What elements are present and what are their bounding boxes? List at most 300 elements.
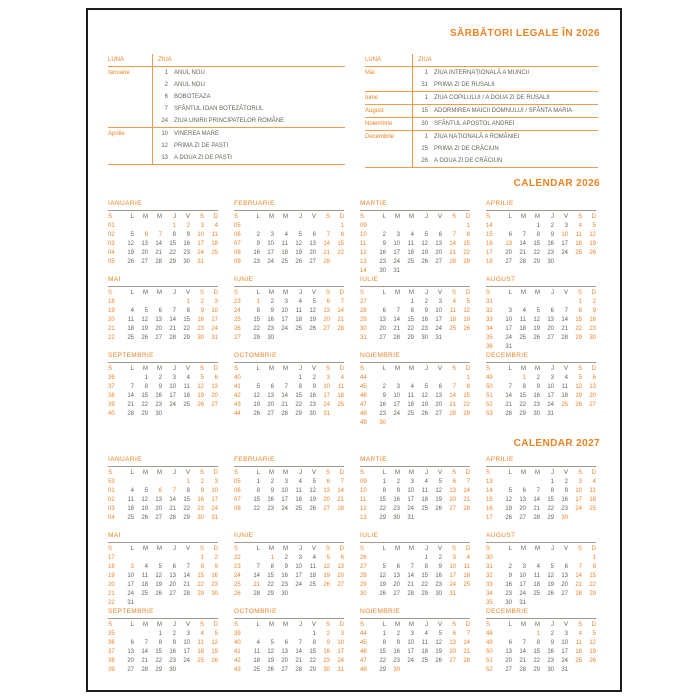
- day-cell: 16: [253, 250, 260, 256]
- month-name: MARTIE: [360, 200, 387, 207]
- day-cell: 25: [183, 402, 190, 408]
- day-cell: 9: [550, 640, 554, 646]
- day-cell: 25: [421, 506, 428, 512]
- day-cell: 11: [141, 573, 148, 579]
- day-header-cell: J: [299, 622, 302, 628]
- day-cell: 2: [564, 479, 568, 485]
- month-rule: [234, 618, 344, 619]
- month-block: [108, 276, 218, 343]
- day-header-cell: L: [130, 546, 134, 552]
- day-cell: [442, 222, 456, 231]
- day-cell: 17: [281, 497, 288, 503]
- day-cell: 19: [141, 326, 148, 332]
- day-cell: 30: [393, 515, 400, 521]
- day-cell: 14: [533, 497, 540, 503]
- day-cell: 31: [435, 335, 442, 341]
- day-cell: 6: [592, 375, 596, 381]
- day-cell: 27: [323, 506, 330, 512]
- week-number: 52: [486, 402, 493, 408]
- day-cell: 18: [561, 393, 568, 399]
- day-cell: 14: [169, 317, 176, 323]
- day-header-cell: D: [591, 366, 596, 372]
- day-cell: 19: [155, 582, 162, 588]
- week-number: 09: [360, 479, 367, 485]
- day-cell: 30: [197, 515, 204, 521]
- day-cell: 11: [407, 241, 414, 247]
- week-number: 44: [360, 375, 367, 381]
- day-cell: [400, 374, 414, 383]
- day-cell: 25: [575, 250, 582, 256]
- day-header-cell: V: [437, 290, 442, 296]
- holiday-day-number: 24: [161, 118, 168, 124]
- month-block: [108, 456, 218, 523]
- day-cell: 8: [382, 640, 386, 646]
- month-name: IULIE: [360, 532, 379, 539]
- week-column-header: S: [234, 622, 239, 628]
- day-cell: [414, 419, 428, 428]
- day-cell: [498, 298, 512, 307]
- day-cell: [134, 630, 148, 639]
- day-header-cell: L: [508, 366, 512, 372]
- holiday-name: PRIMA ZI DE PAȘTI: [174, 143, 229, 149]
- day-cell: 20: [589, 393, 596, 399]
- day-cell: 2: [592, 299, 596, 305]
- day-cell: 14: [505, 393, 512, 399]
- holiday-row: [418, 79, 598, 91]
- day-header-cell: J: [173, 470, 176, 476]
- day-cell: 30: [393, 667, 400, 673]
- day-cell: 10: [519, 573, 526, 579]
- day-cell: 16: [197, 317, 204, 323]
- day-cell: 29: [379, 515, 386, 521]
- day-cell: 30: [169, 667, 176, 673]
- week-number: 14: [486, 488, 493, 494]
- week-number: 17: [486, 250, 493, 256]
- day-cell: 18: [589, 497, 596, 503]
- day-cell: [568, 599, 582, 608]
- holiday-entries: [412, 92, 598, 104]
- day-cell: 18: [519, 326, 526, 332]
- week-number: 20: [108, 582, 115, 588]
- day-cell: 12: [295, 241, 302, 247]
- holiday-day-number: 13: [161, 155, 168, 161]
- month-rule: [360, 210, 470, 211]
- day-cell: 6: [312, 232, 316, 238]
- day-cell: 26: [435, 506, 442, 512]
- day-cell: 14: [253, 573, 260, 579]
- week-number: 26: [234, 326, 241, 332]
- month-name: MAI: [108, 276, 121, 283]
- week-column-header: S: [486, 214, 491, 220]
- day-cell: 2: [424, 299, 428, 305]
- day-cell: 3: [284, 479, 288, 485]
- day-cell: 11: [533, 573, 540, 579]
- day-cell: [582, 666, 596, 675]
- day-cell: [414, 666, 428, 675]
- week-number: 06: [234, 488, 241, 494]
- day-cell: 25: [197, 658, 204, 664]
- holiday-day-number: 1: [424, 70, 428, 76]
- day-cell: [526, 343, 540, 352]
- day-cell: 17: [211, 317, 218, 323]
- holiday-day-number: 12: [161, 143, 168, 149]
- holiday-group: [108, 67, 345, 128]
- day-cell: 15: [407, 317, 414, 323]
- week-number: 53: [108, 479, 115, 485]
- day-cell: 16: [281, 573, 288, 579]
- month-name: MARTIE: [360, 456, 387, 463]
- month-rule: [486, 542, 596, 543]
- day-cell: 4: [536, 564, 540, 570]
- week-number: 35: [486, 600, 493, 606]
- day-cell: 2: [382, 232, 386, 238]
- day-cell: 22: [533, 658, 540, 664]
- month-block: [360, 456, 470, 523]
- holiday-row: [418, 105, 598, 117]
- day-cell: 17: [267, 250, 274, 256]
- week-number: 19: [108, 573, 115, 579]
- day-cell: 30: [155, 411, 162, 417]
- day-header-cell: L: [130, 290, 134, 296]
- week-number: 51: [486, 658, 493, 664]
- day-cell: 11: [589, 488, 596, 494]
- day-cell: 4: [186, 375, 190, 381]
- day-cell: 18: [463, 573, 470, 579]
- day-header-cell: V: [311, 290, 316, 296]
- day-cell: 11: [197, 640, 204, 646]
- day-cell: 19: [463, 317, 470, 323]
- day-cell: 6: [550, 308, 554, 314]
- day-cell: [190, 410, 204, 419]
- day-cell: 19: [211, 649, 218, 655]
- day-cell: 25: [281, 259, 288, 265]
- day-cell: 20: [393, 582, 400, 588]
- day-cell: 7: [284, 384, 288, 390]
- day-cell: 29: [253, 335, 260, 341]
- day-cell: 1: [536, 631, 540, 637]
- month-block: [360, 200, 470, 276]
- day-header-cell: L: [508, 290, 512, 296]
- week-column-header: S: [108, 470, 113, 476]
- day-cell: 16: [393, 497, 400, 503]
- day-cell: 29: [575, 335, 582, 341]
- day-cell: [554, 599, 568, 608]
- day-header-cell: L: [256, 470, 260, 476]
- day-cell: 31: [519, 600, 526, 606]
- day-cell: 1: [382, 479, 386, 485]
- day-cell: 27: [127, 667, 134, 673]
- month-grid: [486, 545, 596, 608]
- day-cell: [246, 374, 260, 383]
- day-cell: 9: [536, 384, 540, 390]
- day-cell: 2: [284, 555, 288, 561]
- week-number: 14: [360, 268, 367, 274]
- day-header-cell: M: [283, 214, 288, 220]
- holiday-month-label: Iunie: [365, 95, 379, 101]
- luna-header: LUNA: [108, 57, 125, 63]
- day-header-cell: L: [256, 214, 260, 220]
- day-cell: [316, 590, 330, 599]
- month-rule: [360, 542, 470, 543]
- day-cell: 21: [533, 506, 540, 512]
- day-cell: 5: [550, 564, 554, 570]
- day-cell: 1: [522, 375, 526, 381]
- day-cell: [204, 258, 218, 267]
- day-cell: [456, 334, 470, 343]
- day-cell: [414, 374, 428, 383]
- day-cell: 25: [211, 250, 218, 256]
- day-cell: 24: [337, 658, 344, 664]
- day-cell: 17: [281, 317, 288, 323]
- day-cell: [246, 554, 260, 563]
- week-column-header: S: [108, 366, 113, 372]
- day-cell: 20: [323, 497, 330, 503]
- month-grid: [234, 545, 344, 599]
- day-cell: 20: [323, 317, 330, 323]
- day-cell: 23: [589, 326, 596, 332]
- day-header-cell: D: [591, 622, 596, 628]
- day-cell: 28: [561, 335, 568, 341]
- day-cell: 15: [547, 497, 554, 503]
- day-cell: 18: [449, 317, 456, 323]
- holiday-group: [108, 128, 345, 165]
- day-cell: 17: [449, 573, 456, 579]
- holiday-row: [418, 118, 598, 130]
- month-rule: [486, 362, 596, 363]
- day-cell: 17: [561, 241, 568, 247]
- day-cell: 9: [158, 384, 162, 390]
- day-header-cell: M: [157, 622, 162, 628]
- day-header-cell: M: [157, 546, 162, 552]
- day-cell: 31: [211, 515, 218, 521]
- day-cell: 8: [312, 640, 316, 646]
- day-cell: 1: [410, 299, 414, 305]
- month-grid: [108, 469, 218, 523]
- holiday-day-number: 25: [421, 146, 428, 152]
- week-column-header: S: [360, 622, 365, 628]
- day-cell: 20: [211, 393, 218, 399]
- day-cell: 12: [323, 564, 330, 570]
- day-cell: 22: [421, 582, 428, 588]
- day-cell: 24: [407, 506, 414, 512]
- day-cell: 1: [186, 299, 190, 305]
- week-number: 16: [486, 241, 493, 247]
- day-cell: 7: [186, 564, 190, 570]
- day-cell: 15: [463, 241, 470, 247]
- day-cell: [442, 666, 456, 675]
- day-cell: 7: [466, 631, 470, 637]
- day-cell: [120, 222, 134, 231]
- month-block: [486, 200, 596, 267]
- day-cell: 22: [155, 658, 162, 664]
- day-header-cell: V: [437, 470, 442, 476]
- day-cell: 6: [326, 299, 330, 305]
- day-cell: [288, 222, 302, 231]
- week-number: 39: [234, 631, 241, 637]
- day-header-cell: M: [535, 214, 540, 220]
- day-cell: 24: [197, 250, 204, 256]
- day-cell: 22: [575, 326, 582, 332]
- day-cell: 19: [435, 497, 442, 503]
- day-cell: 13: [309, 241, 316, 247]
- day-cell: [162, 478, 176, 487]
- day-cell: 27: [449, 506, 456, 512]
- day-cell: [414, 514, 428, 523]
- month-name: OCTOMBRIE: [234, 352, 277, 359]
- day-cell: 23: [393, 658, 400, 664]
- holiday-day-number: 1: [424, 95, 428, 101]
- day-cell: 27: [211, 402, 218, 408]
- day-cell: 25: [141, 591, 148, 597]
- week-number: 51: [486, 393, 493, 399]
- day-cell: 25: [407, 259, 414, 265]
- day-cell: 23: [561, 506, 568, 512]
- week-column-header: S: [360, 470, 365, 476]
- week-number: 46: [360, 649, 367, 655]
- diary-page: [86, 8, 622, 692]
- day-cell: 21: [169, 326, 176, 332]
- day-cell: 14: [463, 488, 470, 494]
- week-number: 40: [234, 375, 241, 381]
- day-cell: 16: [435, 573, 442, 579]
- day-cell: 19: [421, 402, 428, 408]
- day-cell: 17: [435, 317, 442, 323]
- day-cell: 25: [589, 506, 596, 512]
- month-rule: [360, 466, 470, 467]
- day-cell: 12: [267, 649, 274, 655]
- day-cell: 3: [200, 223, 204, 229]
- month-rule: [486, 618, 596, 619]
- week-number: 28: [360, 573, 367, 579]
- month-rule: [234, 286, 344, 287]
- holiday-month-label: Mai: [365, 70, 375, 76]
- day-cell: 12: [309, 308, 316, 314]
- day-cell: [274, 374, 288, 383]
- day-header-cell: M: [143, 366, 148, 372]
- day-cell: 20: [449, 497, 456, 503]
- day-cell: 21: [169, 506, 176, 512]
- day-cell: 5: [130, 232, 134, 238]
- month-name: IANUARIE: [108, 456, 142, 463]
- day-header-cell: V: [437, 546, 442, 552]
- day-cell: 24: [267, 259, 274, 265]
- month-name: AUGUST: [486, 532, 516, 539]
- day-cell: 21: [337, 317, 344, 323]
- day-cell: 5: [298, 232, 302, 238]
- day-cell: 11: [519, 317, 526, 323]
- week-number: 39: [108, 667, 115, 673]
- day-cell: 10: [127, 573, 134, 579]
- day-cell: 28: [519, 259, 526, 265]
- day-cell: 5: [144, 488, 148, 494]
- week-number: 05: [108, 259, 115, 265]
- day-header-cell: J: [299, 546, 302, 552]
- day-cell: 28: [323, 259, 330, 265]
- day-cell: 5: [424, 232, 428, 238]
- week-number: 44: [360, 631, 367, 637]
- day-cell: 30: [421, 335, 428, 341]
- day-cell: 26: [547, 591, 554, 597]
- day-cell: 20: [449, 649, 456, 655]
- day-cell: 22: [463, 402, 470, 408]
- week-number: 27: [360, 299, 367, 305]
- day-cell: 28: [295, 667, 302, 673]
- day-cell: 18: [127, 506, 134, 512]
- day-cell: 26: [589, 250, 596, 256]
- day-cell: 22: [267, 582, 274, 588]
- day-cell: 15: [183, 497, 190, 503]
- day-cell: 8: [578, 308, 582, 314]
- day-cell: 11: [575, 232, 582, 238]
- day-cell: [302, 334, 316, 343]
- month-grid: [234, 365, 344, 419]
- day-cell: 21: [253, 582, 260, 588]
- day-cell: 6: [158, 308, 162, 314]
- day-cell: 27: [505, 667, 512, 673]
- day-cell: 7: [326, 232, 330, 238]
- month-name: MAI: [108, 532, 121, 539]
- day-cell: 29: [183, 335, 190, 341]
- day-cell: [274, 334, 288, 343]
- day-header-cell: M: [521, 290, 526, 296]
- day-cell: 6: [452, 631, 456, 637]
- day-cell: 16: [169, 649, 176, 655]
- day-cell: [442, 514, 456, 523]
- day-cell: 27: [379, 335, 386, 341]
- day-cell: 22: [253, 506, 260, 512]
- day-cell: 5: [270, 640, 274, 646]
- day-cell: 3: [396, 384, 400, 390]
- day-header-cell: J: [551, 622, 554, 628]
- day-cell: 26: [575, 402, 582, 408]
- month-block: [108, 532, 218, 608]
- week-number: 03: [108, 241, 115, 247]
- day-header-cell: V: [563, 290, 568, 296]
- day-cell: 23: [197, 506, 204, 512]
- day-cell: 22: [295, 402, 302, 408]
- day-cell: [246, 630, 260, 639]
- holiday-name: ZIUA NAȚIONALĂ A ROMÂNIEI: [434, 134, 520, 140]
- week-column-header: S: [486, 290, 491, 296]
- day-cell: 30: [435, 591, 442, 597]
- day-cell: 15: [309, 649, 316, 655]
- day-cell: 21: [449, 250, 456, 256]
- day-cell: 16: [533, 393, 540, 399]
- holiday-name: ANUL NOU: [174, 82, 205, 88]
- day-cell: 20: [561, 582, 568, 588]
- day-cell: 13: [561, 573, 568, 579]
- day-cell: 27: [323, 326, 330, 332]
- day-cell: 13: [211, 384, 218, 390]
- day-cell: 3: [410, 479, 414, 485]
- week-number: 25: [234, 582, 241, 588]
- day-cell: 3: [508, 308, 512, 314]
- day-cell: 17: [407, 649, 414, 655]
- day-cell: 21: [127, 402, 134, 408]
- day-cell: 8: [298, 384, 302, 390]
- day-cell: 9: [564, 488, 568, 494]
- day-cell: 25: [575, 658, 582, 664]
- day-cell: 4: [200, 631, 204, 637]
- day-cell: [372, 374, 386, 383]
- month-name: SEPTEMBRIE: [108, 608, 154, 615]
- day-cell: 6: [452, 479, 456, 485]
- day-cell: 1: [578, 299, 582, 305]
- day-header-cell: D: [213, 470, 218, 476]
- day-cell: 20: [435, 402, 442, 408]
- day-header-cell: J: [299, 470, 302, 476]
- week-number: 36: [108, 640, 115, 646]
